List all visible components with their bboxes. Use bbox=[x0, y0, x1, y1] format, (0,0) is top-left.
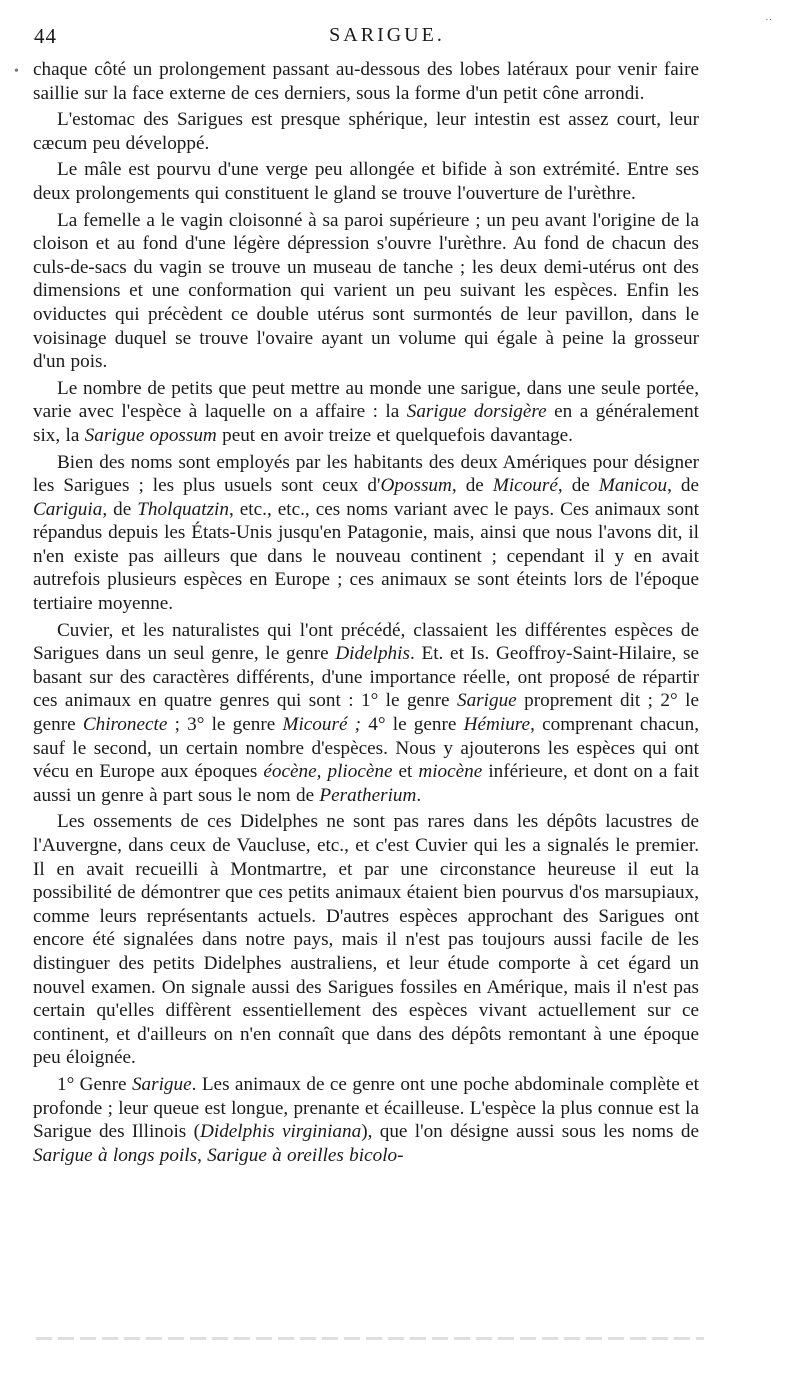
text-run: . bbox=[416, 784, 422, 806]
paragraph bbox=[33, 377, 699, 448]
italic-term: Sarigue dorsigère bbox=[406, 401, 547, 423]
italic-term: Micouré bbox=[492, 475, 558, 497]
paragraph bbox=[33, 810, 699, 1070]
text-run: , comprenant chacun, sauf le second, un certain nombre d'espèces. Nous y ajouterons les espèces qui ont vécu en Europe aux époques bbox=[33, 714, 699, 783]
text-run: , de bbox=[557, 475, 599, 497]
text-run: 1° Genre bbox=[57, 1073, 132, 1095]
paragraph bbox=[33, 209, 699, 374]
text-run: , bbox=[197, 1144, 208, 1166]
bleed-through-trace bbox=[36, 1337, 704, 1340]
text-run: en a généralement six, la bbox=[33, 401, 700, 446]
italic-term: Manicou bbox=[598, 475, 668, 497]
italic-term: Didelphis bbox=[335, 643, 410, 665]
italic-term: Cariguia bbox=[33, 498, 103, 520]
paragraph bbox=[33, 619, 699, 808]
text-run: ; 3° le genre bbox=[167, 714, 283, 736]
italic-term: Micouré ; bbox=[282, 714, 362, 736]
italic-term: Chironecte bbox=[82, 714, 168, 736]
text-run: La femelle a le vagin cloisonné à sa paroi supérieure ; un peu avant l'origine de la cloison et au fond d'une légère dépression s'ouvre l'urèthre. Au fond de chacun des culs-de-sacs du vagin se trouve un museau de tanche ; les deux demi-utérus ont des dimensions et une conformation qui varient un peu suivant les espèces. Enfin les oviductes qui précèdent ce double utérus sont surmontés de leur pavillon, dans le voisinage duquel se trouve l'ovaire ayant un volume qui égale à peine la grosseur d'un pois. bbox=[33, 209, 699, 373]
margin-speck: • bbox=[14, 64, 19, 79]
italic-term: Didelphis virginiana bbox=[200, 1121, 362, 1143]
italic-term: Hémiure bbox=[463, 714, 531, 736]
text-run: proprement dit ; 2° le genre bbox=[33, 690, 699, 736]
text-run: chaque côté un prolongement passant au-dessous des lobes latéraux pour venir faire saillie sur la face externe de ces derniers, sous la forme d'un petit cône arrondi. bbox=[33, 59, 699, 104]
italic-term: Sarigue à longs poils bbox=[33, 1144, 198, 1166]
margin-speck: ·· bbox=[765, 14, 773, 26]
text-run: , etc., etc., ces noms variant avec le pays. Ces animaux sont répandus depuis les États-Unis jusqu'en Patagonie, mais, ainsi que nous l'avons dit, il n'en existe pas ailleurs que dans le nouveau continent ; cependant il y en avait autrefois plusieurs espèces en Europe ; ces animaux se sont éteints lors de l'époque tertiaire moyenne. bbox=[33, 498, 699, 615]
italic-term: Peratherium bbox=[319, 784, 417, 806]
paragraph bbox=[33, 58, 699, 105]
text-run: L'estomac des Sarigues est presque sphérique, leur intestin est assez court, leur cæcum peu développé. bbox=[33, 109, 699, 154]
text-run: Le mâle est pourvu d'une verge peu allongée et bifide à son extrémité. Entre ses deux prolongements qui constituent le gland se trouve l'ouverture de l'urèthre. bbox=[33, 159, 699, 204]
italic-term: Sarigue opossum bbox=[84, 424, 217, 446]
page-number: 44 bbox=[34, 24, 57, 48]
paragraph bbox=[33, 451, 699, 616]
text-run: Cuvier, et les naturalistes qui l'ont précédé, classaient les différentes espèces de Sarigues dans un seul genre, le genre bbox=[33, 619, 699, 665]
paragraph bbox=[33, 158, 699, 205]
italic-term: Sarigue à oreilles bicolo- bbox=[207, 1144, 404, 1166]
text-run: peut en avoir treize et quelquefois davantage. bbox=[216, 424, 573, 446]
text-run: inférieure, et dont on a fait aussi un genre à part sous le nom de bbox=[33, 761, 699, 806]
text-run: , de bbox=[451, 475, 493, 497]
body-text bbox=[33, 58, 699, 1170]
paragraph bbox=[33, 108, 699, 155]
text-run: 4° le genre bbox=[361, 714, 464, 736]
italic-term: miocène bbox=[418, 761, 483, 783]
paragraph bbox=[33, 1073, 699, 1167]
italic-term: Sarigue bbox=[456, 690, 517, 712]
text-run: Bien des noms sont employés par les habitants des deux Amériques pour désigner les Sarigues ; les plus usuels sont ceux d' bbox=[33, 451, 699, 497]
page-header bbox=[34, 24, 740, 52]
italic-term: Tholquatzin bbox=[137, 498, 229, 520]
text-run: et bbox=[392, 761, 419, 783]
running-title: SARIGUE. bbox=[329, 24, 445, 46]
text-run: . Les animaux de ce genre ont une poche abdominale complète et profonde ; leur queue est longue, prenante et écailleuse. L'espèce la plus connue est la Sarigue des Illinois ( bbox=[33, 1073, 700, 1143]
italic-term: Sarigue bbox=[131, 1073, 192, 1095]
text-run: , de bbox=[102, 498, 138, 520]
italic-term: Opossum bbox=[380, 475, 452, 497]
italic-term: éocène, pliocène bbox=[263, 761, 393, 783]
text-run: ), que l'on désigne aussi sous les noms de bbox=[361, 1121, 699, 1143]
text-run: Le nombre de petits que peut mettre au monde une sarigue, dans une seule portée, varie avec l'espèce à laquelle on a affaire : la bbox=[33, 377, 699, 423]
text-run: Les ossements de ces Didelphes ne sont pas rares dans les dépôts lacustres de l'Auvergne, dans ceux de Vaucluse, etc., et c'est Cuvier qui les a signalés le premier. Il en avait recueilli à Montmartre, et par une circonstance heureuse il eut la possibilité de démontrer que ces petits animaux étaient bien pourvus d'os marsupiaux, comme leurs représentants actuels. D'autres espèces approchant des Sarigues ont encore été signalées dans notre pays, mais il n'est pas toujours aussi facile de les distinguer des petits Didelphes australiens, et leur étude comporte à cet égard un nouvel examen. On signale aussi des Sarigues fossiles en Amérique, mais il n'est pas certain qu'elles diffèrent essentiellement des espèces vivant actuellement sur ce continent, et d'ailleurs on n'en connaît que dans des dépôts remontant à une époque peu éloignée. bbox=[33, 811, 699, 1069]
text-run: , de bbox=[667, 475, 699, 497]
text-run: . Et. et Is. Geoffroy-Saint-Hilaire, se basant sur des caractères différents, d'une importance réelle, ont proposé de répartir ces animaux en quatre genres qui sont : 1° le genre bbox=[33, 643, 699, 712]
